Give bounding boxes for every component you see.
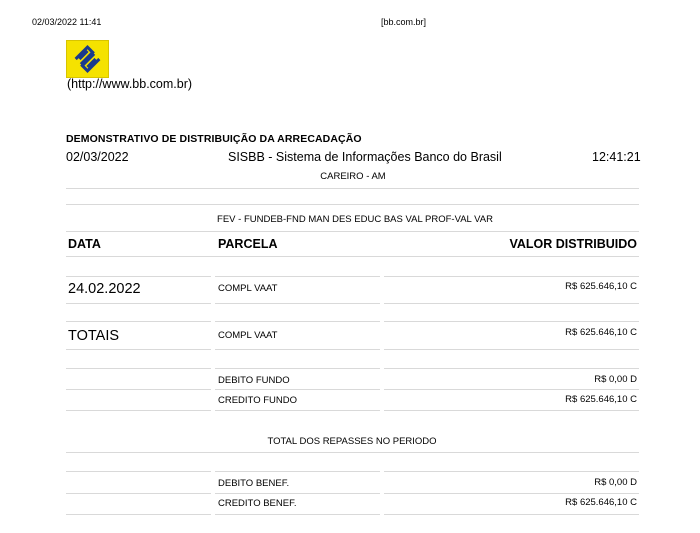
divider <box>66 256 639 257</box>
divider <box>215 276 380 277</box>
divider <box>384 514 639 515</box>
divider <box>384 303 639 304</box>
divider <box>384 349 639 350</box>
report-time: 12:41:21 <box>592 150 641 164</box>
site-url: (http://www.bb.com.br) <box>67 77 193 91</box>
benef-debit-valor: R$ 0,00 D <box>594 477 637 488</box>
divider <box>384 410 639 411</box>
divider <box>215 389 380 390</box>
repasses-title: TOTAL DOS REPASSES NO PERIODO <box>267 436 437 447</box>
row-date: 24.02.2022 <box>68 281 141 297</box>
fund-credit-label: CREDITO FUNDO <box>218 395 297 406</box>
row-valor: R$ 625.646,10 C <box>565 281 637 292</box>
divider <box>384 493 639 494</box>
divider <box>66 368 211 369</box>
divider <box>66 231 639 232</box>
divider <box>66 514 211 515</box>
divider <box>66 471 211 472</box>
divider <box>215 321 380 322</box>
divider <box>215 514 380 515</box>
fund-name: FEV - FUNDEB-FND MAN DES EDUC BAS VAL PROF-VAL VAR <box>217 214 493 225</box>
divider <box>66 493 211 494</box>
totals-parcela: COMPL VAAT <box>218 330 278 341</box>
fund-credit-valor: R$ 625.646,10 C <box>565 394 637 405</box>
divider <box>215 303 380 304</box>
municipality: CAREIRO - AM <box>320 171 386 182</box>
column-header-data: DATA <box>68 237 101 251</box>
report-date: 02/03/2022 <box>66 150 129 164</box>
print-site: [bb.com.br] <box>381 17 427 27</box>
divider <box>66 410 211 411</box>
divider <box>215 368 380 369</box>
divider <box>66 276 211 277</box>
column-header-valor: VALOR DISTRIBUIDO <box>509 237 637 251</box>
divider <box>66 188 639 189</box>
benef-credit-label: CREDITO BENEF. <box>218 498 297 509</box>
divider <box>215 493 380 494</box>
totals-valor: R$ 625.646,10 C <box>565 327 637 338</box>
benef-credit-valor: R$ 625.646,10 C <box>565 497 637 508</box>
column-header-parcela: PARCELA <box>218 237 278 251</box>
divider <box>66 321 211 322</box>
divider <box>66 349 211 350</box>
divider <box>215 410 380 411</box>
divider <box>384 389 639 390</box>
report-title: DEMONSTRATIVO DE DISTRIBUIÇÃO DA ARRECADAÇÃO <box>66 133 362 145</box>
divider <box>66 389 211 390</box>
print-datetime: 02/03/2022 11:41 <box>32 17 102 27</box>
divider <box>384 276 639 277</box>
banco-do-brasil-logo-icon <box>66 40 109 78</box>
row-parcela: COMPL VAAT <box>218 283 278 294</box>
benef-debit-label: DEBITO BENEF. <box>218 478 290 489</box>
divider <box>66 204 639 205</box>
divider <box>384 471 639 472</box>
divider <box>66 452 639 453</box>
fund-debit-valor: R$ 0,00 D <box>594 374 637 385</box>
divider <box>66 303 211 304</box>
system-name: SISBB - Sistema de Informações Banco do Brasil <box>228 150 502 164</box>
totals-label: TOTAIS <box>68 328 120 344</box>
fund-debit-label: DEBITO FUNDO <box>218 375 290 386</box>
divider <box>215 349 380 350</box>
divider <box>384 368 639 369</box>
divider <box>384 321 639 322</box>
divider <box>215 471 380 472</box>
